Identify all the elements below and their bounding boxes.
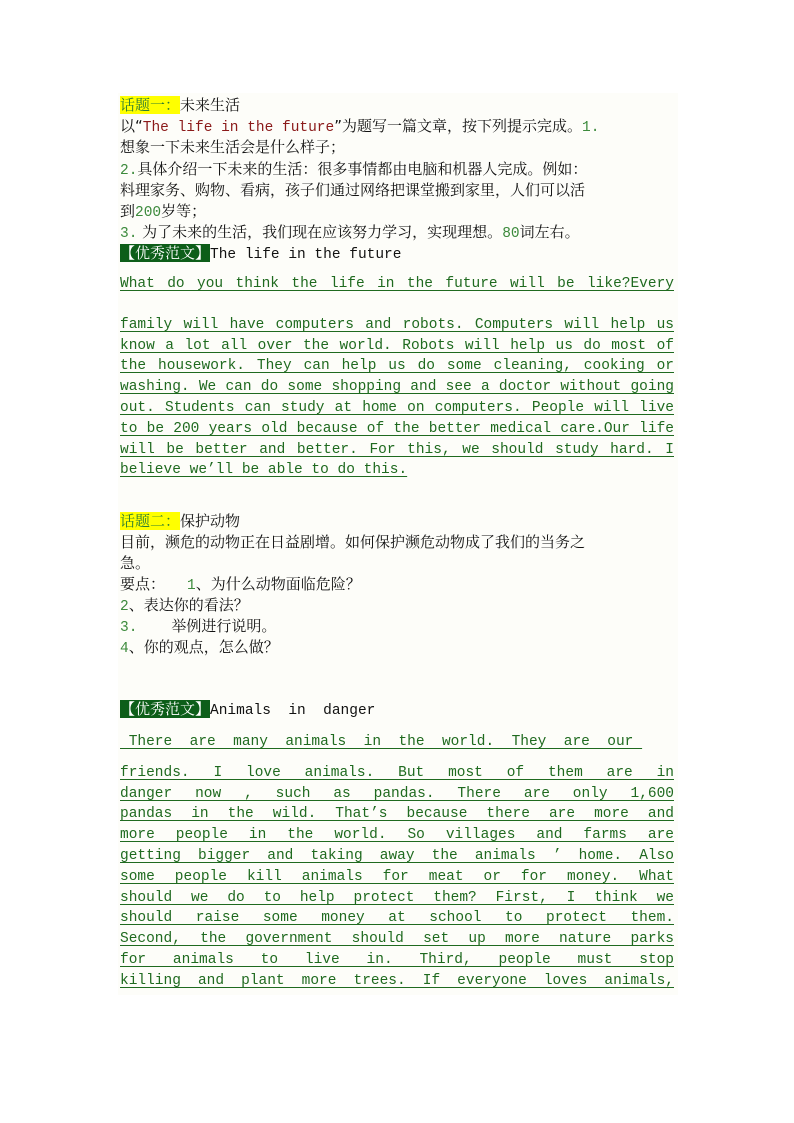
topic1-prompt-line6 [120, 222, 580, 245]
topic1-prompt-line4: 料理家务、购物、看病，孩子们通过网络把课堂搬到家里，人们可以活 [120, 181, 586, 199]
topic1-prompt-line5 [120, 201, 206, 224]
essay-line: getting bigger and taking away the animals ’ home. Also [120, 847, 674, 864]
essay-line: There are many animals in the world. They are our [120, 734, 643, 750]
essay-line: killing and plant more trees. If everyone loves animals, [120, 972, 674, 989]
prompt-number: 2. [120, 163, 138, 179]
essay-line: for animals to live in. Third, people must stop [120, 951, 674, 968]
point-number: 2 [120, 599, 129, 615]
essay-line: Second, the government should set up more nature parks [120, 931, 674, 948]
prompt-text: 为了未来的生活，我们现在应该努力学习，实现理想。 [137, 223, 503, 241]
essay-line: out. Students can study at home on computers. People will live [120, 399, 674, 416]
prompt-english-title: The life in the future [142, 120, 335, 136]
essay-line: more people in the world. So villages and farms are [120, 827, 674, 844]
essay-line: will be better and better. For this, we should study hard. I [120, 441, 674, 458]
essay-line: friends. I love animals. But most of them are in [120, 764, 674, 781]
topic1-heading [120, 95, 240, 116]
prompt-text: ”为题写一篇文章，按下列提示完成。 [334, 117, 582, 135]
essay-line: should raise some money at school to protect them. [120, 910, 674, 927]
prompt-number: 200 [135, 205, 162, 221]
prompt-number: 1. [582, 120, 600, 136]
sample-tag: 【优秀范文】 [120, 244, 211, 262]
sample-tag: 【优秀范文】 [120, 700, 211, 718]
topic2-point2 [120, 595, 249, 618]
topic1-label: 话题一： [120, 96, 181, 114]
topic2-point4 [120, 637, 279, 660]
topic2-essay [120, 732, 674, 992]
topic1-title: 未来生活 [180, 96, 241, 114]
topic1-sample-heading [120, 243, 401, 266]
topic2-point1 [120, 574, 361, 597]
prompt-text: 以“ [120, 117, 143, 135]
point-number: 1 [187, 578, 196, 594]
topic2-title: 保护动物 [180, 512, 241, 530]
essay-line: danger now , such as pandas. There are only 1,600 [120, 785, 674, 802]
essay-line: What do you think the life in the future will be like?Every [120, 276, 674, 292]
essay-line: washing. We can do some shopping and see a doctor without going [120, 379, 674, 396]
prompt-text: 词左右。 [519, 223, 580, 241]
essay-line: believe we’ll be able to do this. [120, 462, 408, 479]
essay-line: some people kill animals for meat or for money. What [120, 868, 674, 885]
essay-line: pandas in the wild. That’s because there are more and [120, 806, 674, 823]
essay-line: know a lot all over the world. Robots will help us do most of [120, 337, 674, 354]
topic2-heading [120, 511, 240, 532]
essay-line: to be 200 years old because of the better medical care.Our life [120, 420, 674, 437]
sample-title: The life in the future [210, 247, 402, 263]
prompt-text: 到 [120, 202, 136, 220]
essay-line: should we do to help protect them? First, I think we [120, 889, 674, 906]
topic2-intro-line1: 目前，濒危的动物正在日益剧增。如何保护濒危动物成了我们的当务之 [120, 533, 586, 551]
point-text: 举例进行说明。 [171, 617, 277, 635]
document-page [118, 93, 678, 995]
point-number: 4 [120, 641, 129, 657]
essay-line: family will have computers and robots. Computers will help us [120, 316, 674, 333]
prompt-text: 岁等； [161, 202, 207, 220]
topic2-label: 话题二： [120, 512, 181, 530]
topic2-intro-line2: 急。 [120, 554, 151, 572]
topic2-sample-heading [120, 699, 375, 722]
topic1-prompt-line1 [120, 116, 599, 139]
point-number: 3. [120, 620, 138, 636]
topic1-essay [120, 274, 674, 481]
topic2-point3 [120, 616, 276, 639]
topic1-prompt-line2: 想象一下未来生活会是什么样子； [120, 138, 346, 156]
prompt-number: 80 [502, 226, 520, 242]
prompt-text: 具体介绍一下未来的生活：很多事情都由电脑和机器人完成。例如： [137, 160, 588, 178]
prompt-number: 3. [120, 226, 138, 242]
topic1-prompt-line3 [120, 159, 587, 182]
point-text: 、你的观点，怎么做？ [128, 638, 279, 656]
point-text: 、为什么动物面临危险？ [195, 575, 361, 593]
points-label: 要点： [120, 575, 166, 593]
point-text: 、表达你的看法？ [128, 596, 249, 614]
sample-title: Animals in danger [210, 703, 376, 719]
essay-line: the housework. They can help us do some cleaning, cooking or [120, 358, 674, 375]
